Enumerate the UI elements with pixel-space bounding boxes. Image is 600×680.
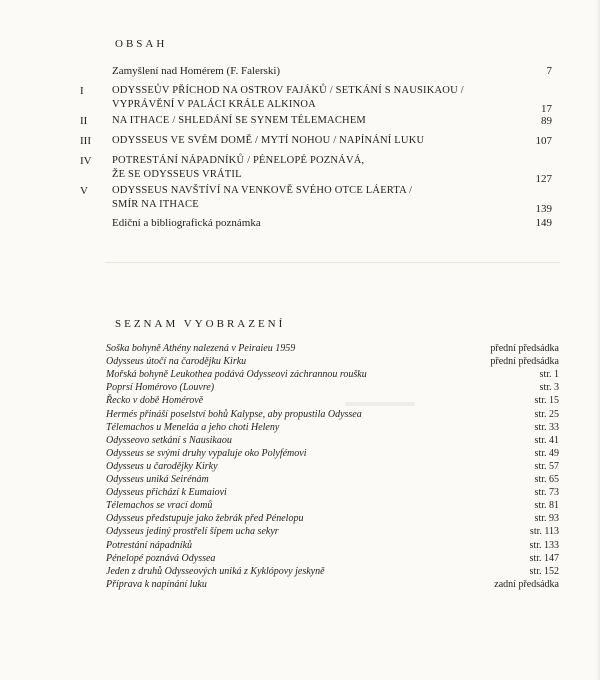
illustration-page: str. 49 — [534, 448, 559, 459]
illustration-entry — [0, 525, 600, 538]
page-number: 89 — [541, 115, 552, 127]
illustration-entry — [0, 552, 600, 565]
illustration-title: Odysseus u čarodějky Kirky — [106, 461, 218, 472]
illustration-page: str. 65 — [534, 474, 559, 485]
illustration-title: Odysseus uniká Seirénám — [106, 474, 209, 485]
paper-smudge — [345, 402, 415, 406]
illustration-page: str. 41 — [534, 435, 559, 446]
illustration-entry — [0, 421, 600, 434]
page-number: 7 — [546, 65, 552, 77]
illustration-title: Odysseus se svými druhy vypaluje oko Polyfémovi — [106, 448, 307, 459]
illustration-title: Pénelopé poznává Odyssea — [106, 553, 216, 564]
contents-entry — [0, 114, 600, 128]
illustration-title: Odysseus útočí na čarodějku Kirku — [106, 356, 247, 367]
illustration-entry — [0, 565, 600, 578]
illustration-page: str. 73 — [534, 487, 559, 498]
illustration-title: Poprsí Homérovo (Louvre) — [106, 382, 215, 393]
page-number: 139 — [535, 203, 552, 215]
illustrations-heading: SEZNAM VYOBRAZENÍ — [115, 318, 286, 330]
illustration-page: přední předsádka — [490, 343, 559, 354]
chapter-number: II — [80, 115, 88, 127]
chapter-title-line: ODYSSEUS VE SVÉM DOMĚ / MYTÍ NOHOU / NAPÍNÁNÍ LUKU — [112, 135, 425, 146]
illustration-entry — [0, 394, 600, 407]
contents-entry — [0, 216, 600, 230]
illustration-page: str. 113 — [529, 526, 559, 537]
illustration-page: přední předsádka — [490, 356, 559, 367]
illustration-page: str. 57 — [534, 461, 559, 472]
illustration-page: zadní předsádka — [494, 579, 559, 590]
illustration-entry — [0, 578, 600, 591]
illustration-entry — [0, 473, 600, 486]
illustration-entry — [0, 486, 600, 499]
chapter-title-line: ODYSSEUS NAVŠTÍVÍ NA VENKOVĚ SVÉHO OTCE LÁERTA / — [112, 185, 413, 196]
illustration-title: Odysseus jediný prostřelí šípem ucha sekyr — [106, 526, 279, 537]
illustration-page: str. 3 — [539, 382, 559, 393]
illustration-entry — [0, 368, 600, 381]
contents-heading: OBSAH — [115, 38, 168, 50]
illustration-page: str. 133 — [529, 540, 559, 551]
chapter-title-line: NA ITHACE / SHLEDÁNÍ SE SYNEM TÉLEMACHEM — [112, 115, 366, 126]
illustration-title: Odysseus přichází k Eumaiovi — [106, 487, 227, 498]
chapter-title-line: Ediční a bibliografická poznámka — [112, 217, 261, 229]
illustration-title: Příprava k napínání luku — [106, 579, 207, 590]
contents-entry — [0, 64, 600, 78]
page-number: 17 — [541, 103, 552, 115]
chapter-title-line: Zamyšlení nad Homérem (F. Falerski) — [112, 65, 281, 77]
chapter-title-line: VYPRÁVĚNÍ V PALÁCI KRÁLE ALKINOA — [112, 99, 316, 110]
chapter-number: I — [80, 85, 84, 97]
chapter-number: IV — [80, 155, 92, 167]
illustration-entry — [0, 381, 600, 394]
illustration-title: Hermés přináší poselství bohů Kalypse, aby propustila Odyssea — [106, 409, 362, 420]
illustration-title: Řecko v době Homérově — [106, 395, 204, 406]
illustration-page: str. 81 — [534, 500, 559, 511]
contents-entry — [0, 84, 600, 115]
illustration-entry — [0, 355, 600, 368]
illustration-title: Mořská bohyně Leukothea podává Odysseovi záchrannou roušku — [106, 369, 367, 380]
illustration-title: Jeden z druhů Odysseových uniká z Kyklópovy jeskyně — [106, 566, 325, 577]
illustration-title: Odysseus předstupuje jako žebrák před Pénelopu — [106, 513, 304, 524]
chapter-title-line: ŽE SE ODYSSEUS VRÁTIL — [112, 169, 242, 180]
illustration-page: str. 15 — [534, 395, 559, 406]
page-number: 127 — [535, 173, 552, 185]
page-number: 149 — [535, 217, 552, 229]
illustration-entry — [0, 434, 600, 447]
illustration-entry — [0, 499, 600, 512]
chapter-number: III — [80, 135, 91, 147]
chapter-title-line: SMÍR NA ITHACE — [112, 199, 199, 210]
illustration-entry — [0, 408, 600, 421]
illustration-title: Télemachos u Meneláa a jeho choti Heleny — [106, 422, 280, 433]
illustration-entry — [0, 342, 600, 355]
contents-entry — [0, 184, 600, 215]
illustration-entry — [0, 512, 600, 525]
illustration-title: Soška bohyně Athény nalezená v Peiraieu 1959 — [106, 343, 296, 354]
illustration-page: str. 93 — [534, 513, 559, 524]
contents-entry — [0, 154, 600, 185]
illustration-page: str. 147 — [529, 553, 559, 564]
illustration-entry — [0, 539, 600, 552]
illustration-entry — [0, 447, 600, 460]
illustration-title: Potrestání nápadníků — [106, 540, 193, 551]
contents-entry — [0, 134, 600, 148]
chapter-title-line: ODYSSEŮV PŘÍCHOD NA OSTROV FAJÁKŮ / SETKÁNÍ S NAUSIKAOU / — [112, 85, 464, 96]
illustration-page: str. 1 — [539, 369, 559, 380]
page-number: 107 — [535, 135, 552, 147]
illustration-page: str. 152 — [529, 566, 559, 577]
page-edge-shadow — [596, 0, 600, 680]
chapter-number: V — [80, 185, 88, 197]
illustration-title: Odysseovo setkání s Nausikaou — [106, 435, 232, 446]
illustration-title: Télemachos se vrací domů — [106, 500, 213, 511]
illustration-entry — [0, 460, 600, 473]
illustration-page: str. 25 — [534, 409, 559, 420]
chapter-title-line: POTRESTÁNÍ NÁPADNÍKŮ / PÉNELOPÉ POZNÁVÁ, — [112, 155, 365, 166]
section-divider — [105, 262, 560, 263]
illustration-page: str. 33 — [534, 422, 559, 433]
